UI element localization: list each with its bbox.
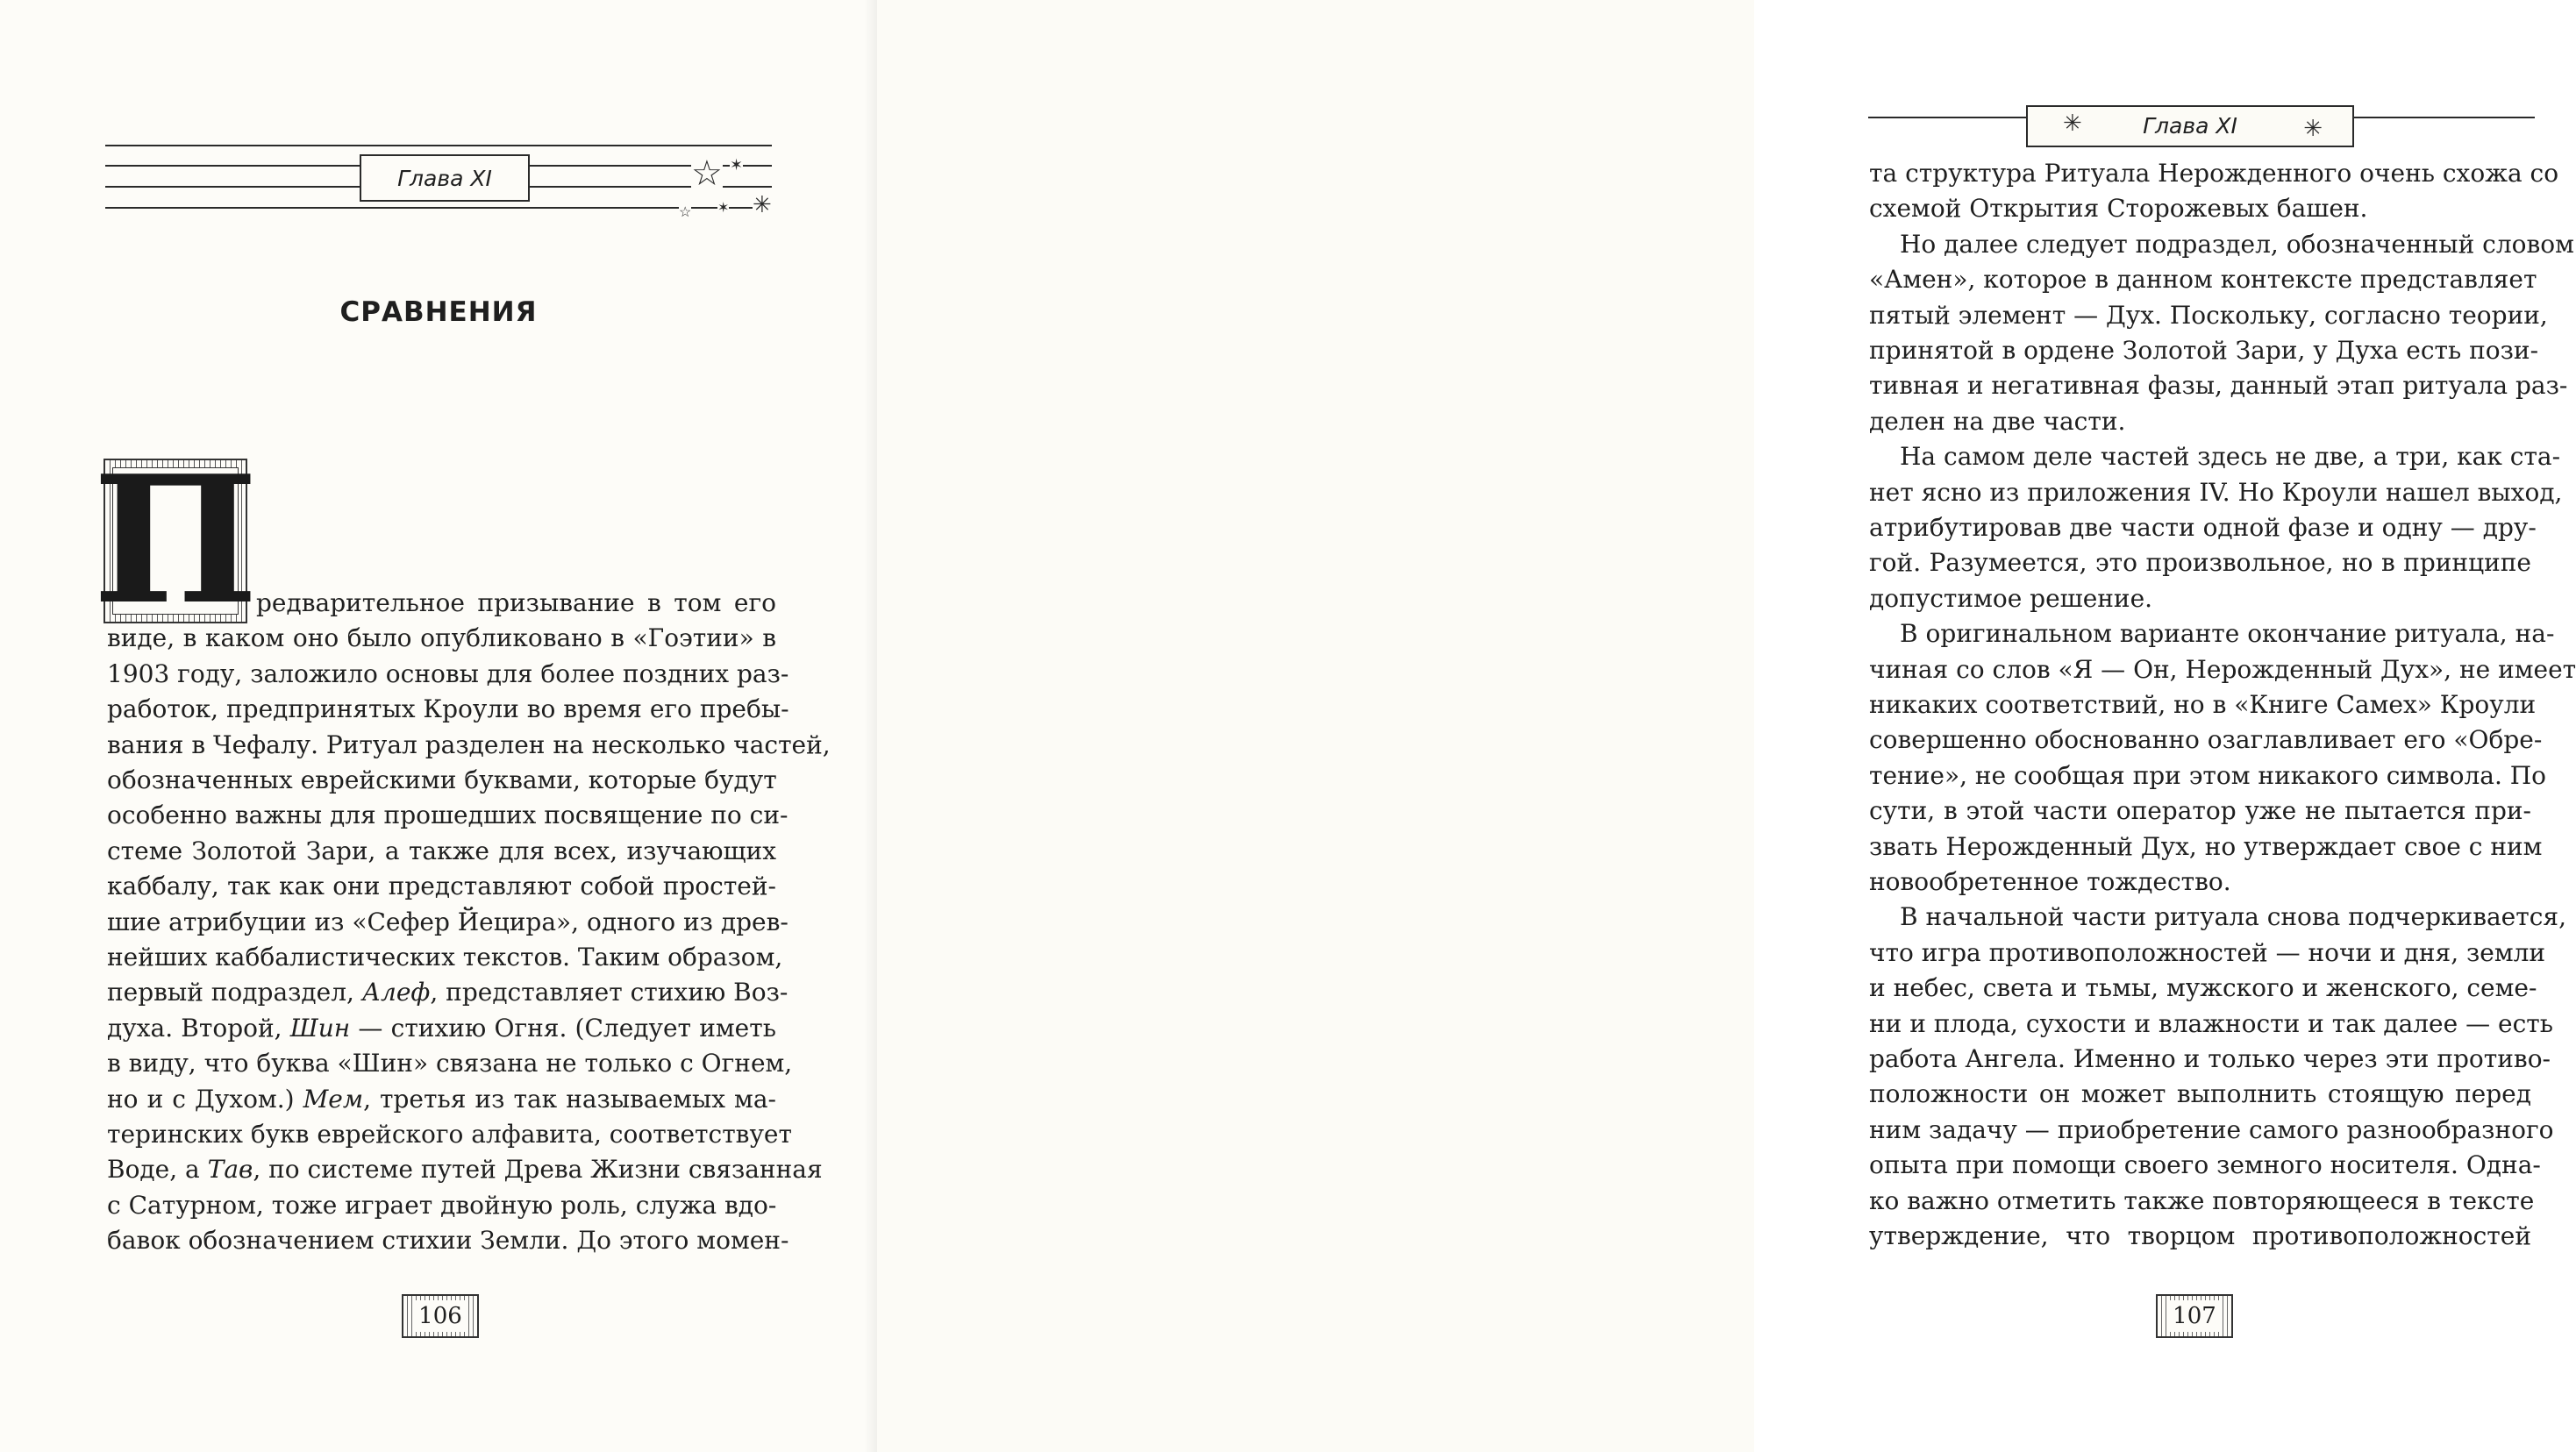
right-page xyxy=(877,0,2576,1452)
text-line: В оригинальном варианте окончание ритуала, на- xyxy=(1900,619,2555,649)
text-run: духа. Второй, xyxy=(107,1013,290,1043)
text-line: гой. Разумеется, это произвольное, но в принципе xyxy=(1869,548,2531,578)
text-line: и небес, света и тьмы, мужского и женского, семе- xyxy=(1869,973,2537,1003)
text-line: сути, в этой части оператор уже не пытается при- xyxy=(1869,796,2531,826)
text-line: редварительное призывание в том его xyxy=(256,588,776,617)
text-line: Но далее следует подраздел, обозначенный словом xyxy=(1900,229,2574,259)
text-line: особенно важны для прошедших посвящение по си- xyxy=(107,801,788,830)
text-line: ко важно отметить также повторяющееся в тексте xyxy=(1869,1185,2535,1215)
text-line: что игра противоположностей — ночи и дня, земли xyxy=(1869,937,2546,967)
asterisk-star-icon: ✳ xyxy=(2063,110,2082,137)
asterisk-star-icon: ✳ xyxy=(753,192,772,218)
italic-term: Мем xyxy=(303,1084,364,1114)
star-icon: ☆ xyxy=(691,153,723,194)
text-line: принятой в ордене Золотой Зари, у Духа есть пози- xyxy=(1869,336,2539,365)
text-line: атрибутировав две части одной фазе и одну — дру- xyxy=(1869,513,2537,542)
text-line: стеме Золотой Зари, а также для всех, изучающих xyxy=(107,836,776,865)
star-icon: ☆ xyxy=(679,203,692,220)
left-page xyxy=(0,0,877,1452)
chapter-label-box xyxy=(2026,105,2354,147)
text-line: На самом деле частей здесь не две, а три, как ста- xyxy=(1900,442,2561,472)
page-number-value: 106 xyxy=(412,1300,468,1332)
text-line: совершенно обоснованно озаглавливает его «Обре- xyxy=(1869,725,2543,755)
text-line: 1903 году, заложило основы для более поздних раз- xyxy=(107,658,789,688)
text-line: бавок обозначением стихии Земли. До этого момен- xyxy=(107,1226,789,1256)
italic-term: Тав xyxy=(207,1155,253,1185)
star-icon: ✶ xyxy=(717,199,730,216)
text-line: работа Ангела. Именно и только через эти противо- xyxy=(1869,1044,2551,1073)
text-run: первый подраздел, xyxy=(107,978,362,1007)
text-line: положности он может выполнить стоящую перед xyxy=(1869,1079,2531,1109)
text-run: — стихию Огня. (Следует иметь xyxy=(350,1013,776,1043)
text-line: опыта при помощи своего земного носителя. Одна- xyxy=(1869,1150,2541,1180)
text-line: тение», не сообщая при этом никакого символа. По xyxy=(1869,760,2547,790)
chapter-header-right xyxy=(1868,105,2535,149)
chapter-header-left xyxy=(105,140,772,228)
text-line xyxy=(107,1152,823,1187)
text-line: каббалу, так как они представляют собой простей- xyxy=(107,872,776,901)
text-line: нейших каббалистических текстов. Таким образом, xyxy=(107,943,783,972)
text-line: нет ясно из приложения IV. Но Кроули нашел выход, xyxy=(1869,477,2563,507)
section-title: СРАВНЕНИЯ xyxy=(339,296,538,328)
text-line: та структура Ритуала Нерожденного очень схожа со xyxy=(1869,159,2559,188)
text-line: виде, в каком оно было опубликовано в «Гоэтии» в xyxy=(107,623,776,653)
text-line: тивная и негативная фазы, данный этап ритуала раз- xyxy=(1869,371,2568,401)
text-run: , третья из так называемых ма- xyxy=(363,1084,776,1114)
italic-term: Алеф xyxy=(361,978,431,1007)
page-number-left xyxy=(402,1294,479,1338)
text-line: никаких соответствий, но в «Книге Самех» Кроули xyxy=(1869,690,2537,719)
text-line: В начальной части ритуала снова подчеркивается, xyxy=(1900,902,2566,932)
text-line: ни и плода, сухости и влажности и так далее — есть xyxy=(1869,1008,2553,1038)
text-line xyxy=(107,1011,776,1046)
page-number-right xyxy=(2156,1294,2233,1338)
text-run: но и с Духом.) xyxy=(107,1084,303,1114)
text-line: чиная со слов «Я — Он, Нерожденный Дух», не имеет xyxy=(1869,654,2576,684)
text-line xyxy=(107,1082,776,1117)
page-number-value: 107 xyxy=(2166,1300,2223,1332)
text-line: обозначенных еврейскими буквами, которые будут xyxy=(107,765,777,794)
text-run: , по системе путей Древа Жизни связанная xyxy=(253,1155,823,1185)
text-line: звать Нерожденный Дух, но утверждает свое с ним xyxy=(1869,831,2543,861)
text-line: схемой Открытия Сторожевых башен. xyxy=(1869,194,2368,224)
header-rule xyxy=(105,145,772,146)
italic-term: Шин xyxy=(289,1013,351,1043)
text-line xyxy=(107,975,788,1010)
text-line: делен на две части. xyxy=(1869,406,2126,436)
text-line: с Сатурном, тоже играет двойную роль, служа вдо- xyxy=(107,1190,777,1220)
text-line: шие атрибуции из «Сефер Йецира», одного из древ- xyxy=(107,907,788,936)
header-rule xyxy=(105,207,772,209)
star-icon: ✶ xyxy=(730,156,744,174)
chapter-label-right: Глава XI xyxy=(2143,113,2237,139)
text-run: , представляет стихию Воз- xyxy=(430,978,788,1007)
text-line: в виду, что буква «Шин» связана не только с Огнем, xyxy=(107,1049,793,1078)
drop-cap-letter: П xyxy=(92,438,259,644)
text-line: теринских букв еврейского алфавита, соответствует xyxy=(107,1120,792,1149)
text-line: утверждение, что творцом противоположностей xyxy=(1869,1221,2531,1250)
text-line: пятый элемент — Дух. Поскольку, согласно теории, xyxy=(1869,300,2548,330)
text-line: вания в Чефалу. Ритуал разделен на несколько частей, xyxy=(107,730,831,759)
text-line: ним задачу — приобретение самого разнообразного xyxy=(1869,1114,2554,1144)
text-line: допустимое решение. xyxy=(1869,583,2153,613)
text-run: Воде, а xyxy=(107,1155,208,1185)
text-line: «Амен», которое в данном контексте представляет xyxy=(1869,265,2537,295)
chapter-label-left: Глава XI xyxy=(360,154,530,202)
asterisk-star-icon: ✳ xyxy=(2303,116,2323,142)
text-line: работок, предпринятых Кроули во время его пребы- xyxy=(107,694,789,724)
text-line: новообретенное тождество. xyxy=(1869,867,2231,896)
drop-cap xyxy=(92,438,259,644)
